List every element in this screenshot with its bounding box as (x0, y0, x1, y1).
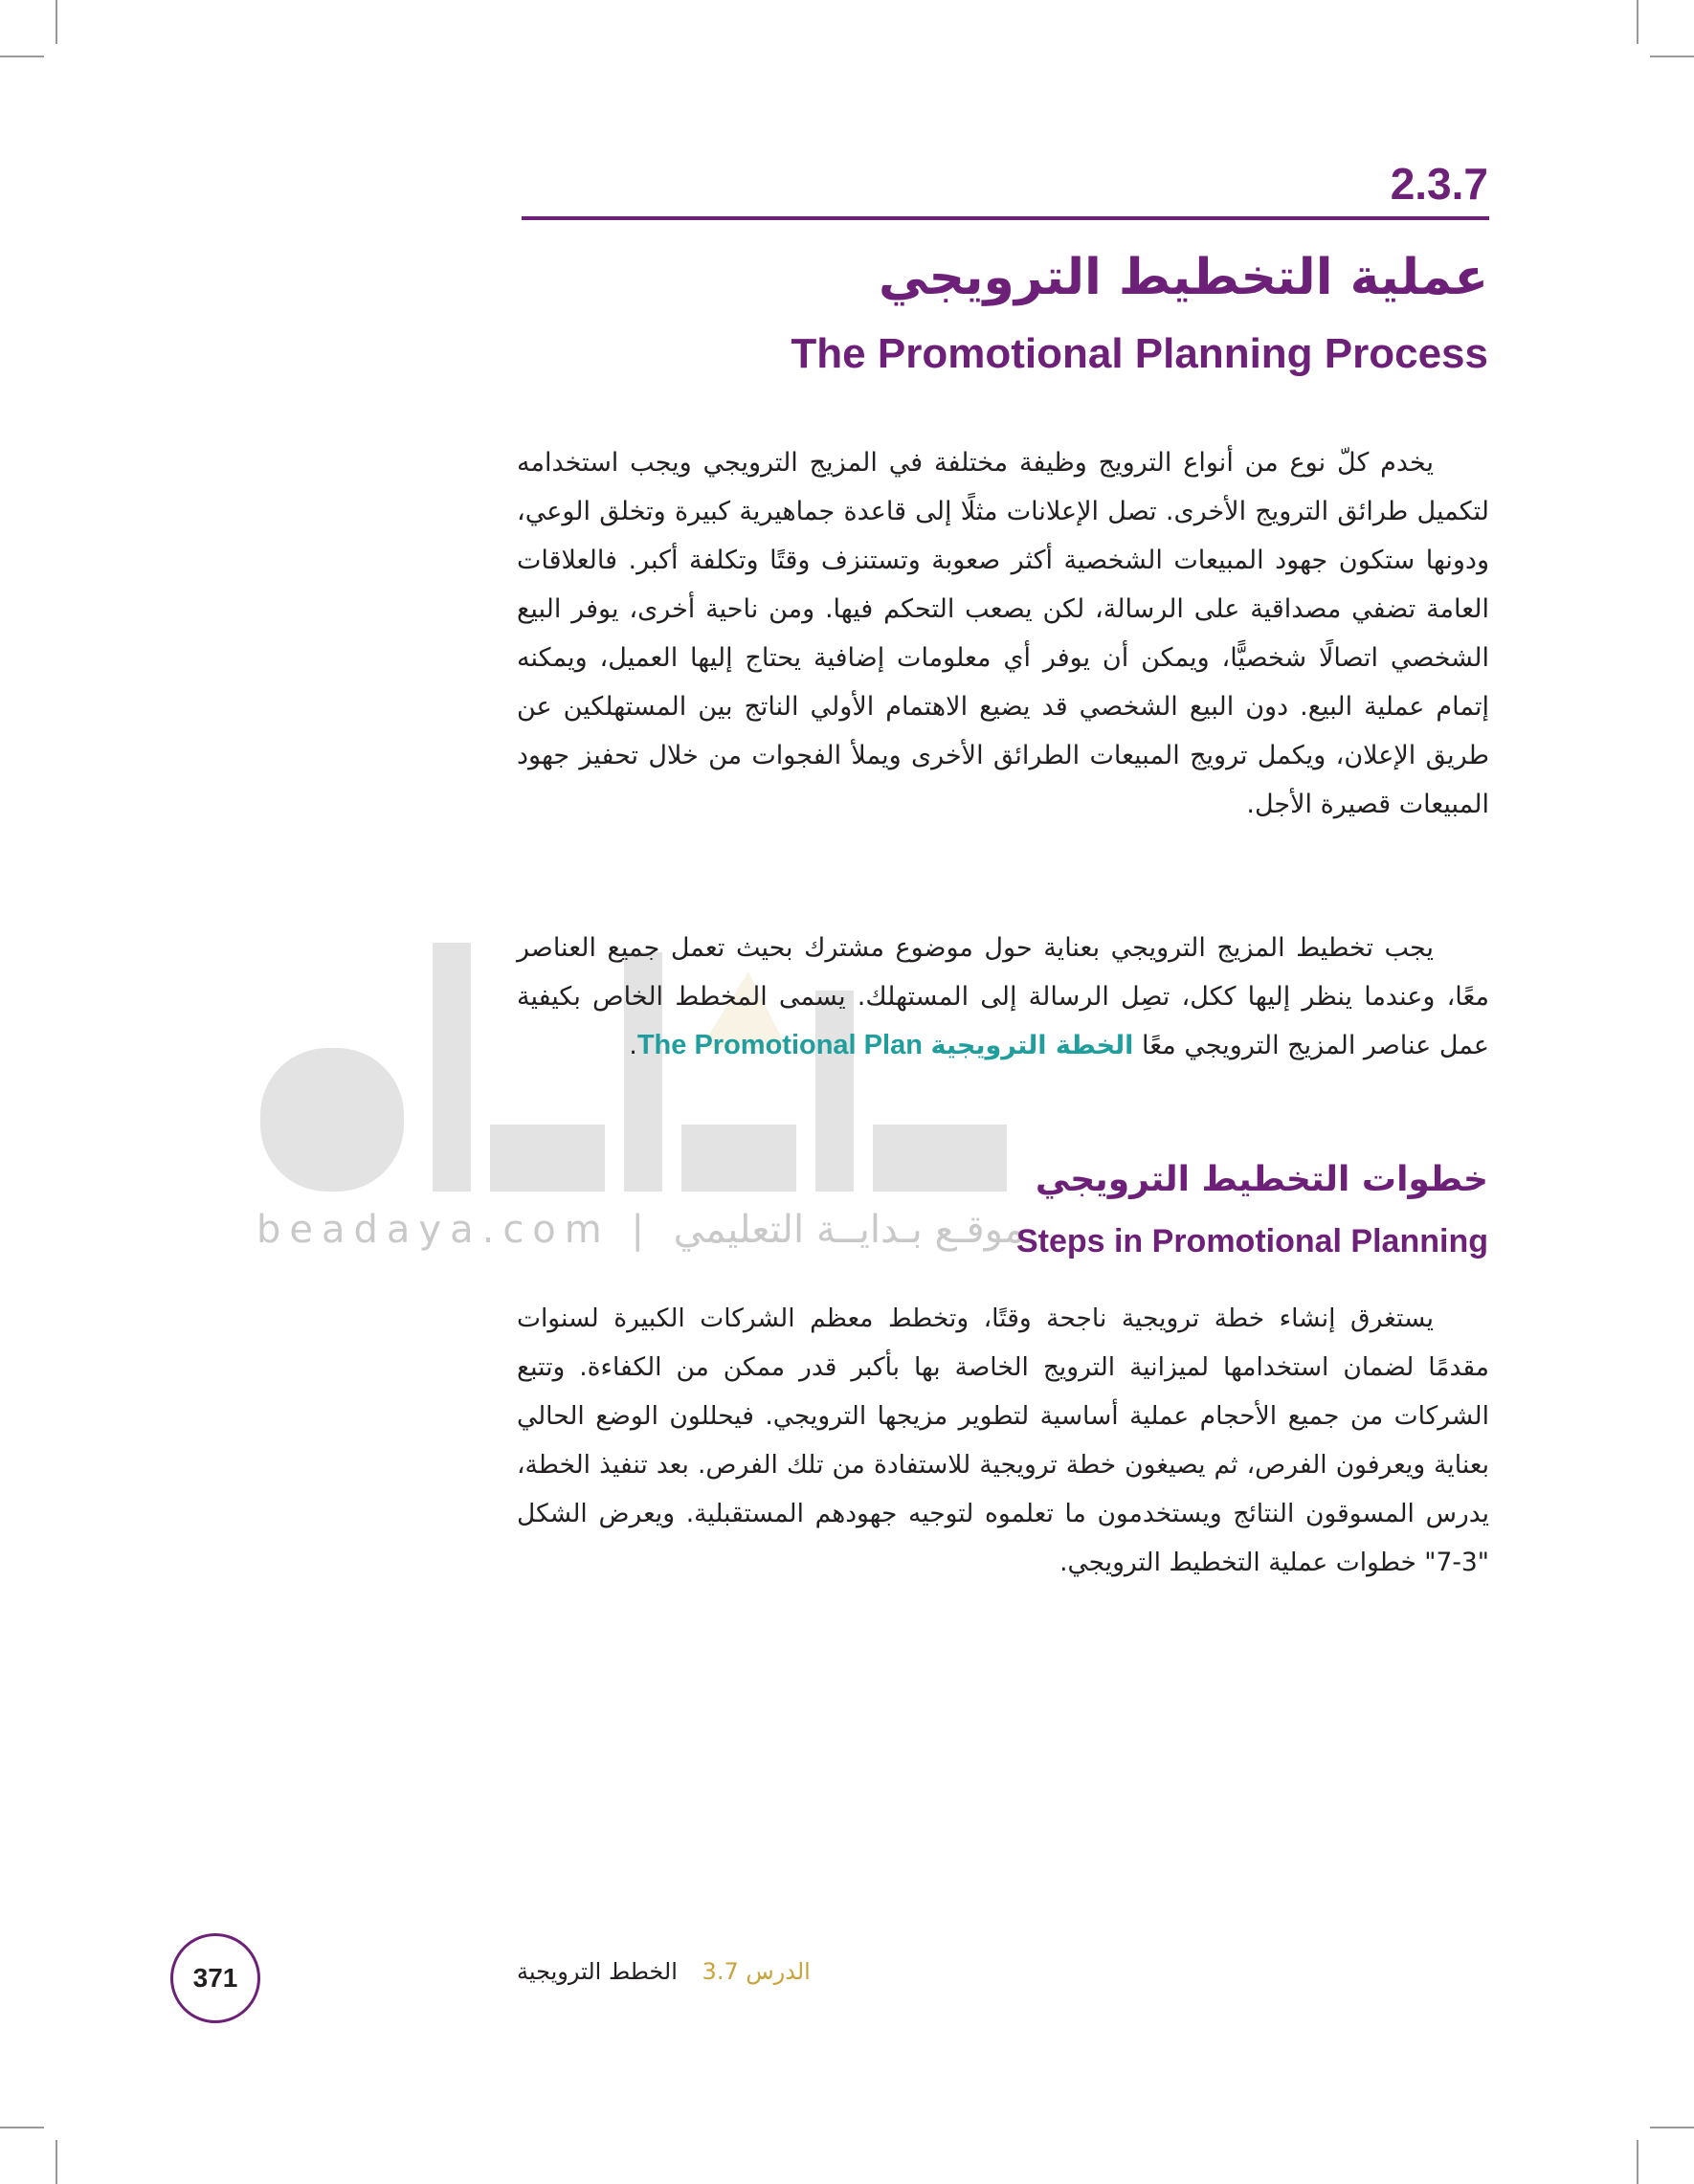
footer-topic: الخطط الترويجية (517, 1958, 678, 1985)
section-divider (522, 216, 1489, 220)
paragraph-text: يستغرق إنشاء خطة ترويجية ناجحة وقتًا، وتخطط معظم الشركات الكبيرة لسنوات مقدمًا لضمان استخدامها لميزانية الترويج الخاصة بها بأكبر قدر ممكن من الكفاءة. وتتبع الشركات من جميع الأحجام عملية أساسية لتطوير مزيجها الترويجي. فيحللون الوضع الحالي بعناية ويعرفون الفرص، ثم يصيغون خطة ترويجية للاستفادة من تلك الفرص. بعد تنفيذ الخطة، يدرس المسوقون النتائج ويستخدمون ما تعلموه لتوجيه جهودهم المستقبلية. ويعرض الشكل "3-7" خطوات عملية التخطيط الترويجي. (517, 1304, 1489, 1577)
running-footer (517, 1958, 811, 1985)
watermark-caption: beadaya.com | موقـع بـدايــة التعليمي (256, 1208, 1025, 1252)
paragraph-end-punctuation: . (629, 1031, 637, 1060)
paragraph-promotion-types (517, 438, 1489, 829)
page-title-arabic: عملية التخطيط الترويجي (878, 249, 1488, 306)
crop-mark (1637, 0, 1638, 44)
section-number: 2.3.7 (1390, 159, 1488, 209)
crop-mark (56, 2140, 57, 2184)
paragraph-planning-steps (517, 1294, 1489, 1587)
crop-mark (0, 56, 44, 57)
crop-mark (1637, 2140, 1638, 2184)
subsection-title-arabic: خطوات التخطيط الترويجي (1035, 1160, 1488, 1199)
paragraph-text: يجب تخطيط المزيج الترويجي بعناية حول موضوع مشترك بحيث تعمل جميع العناصر معًا، وعندما ينظر إليها ككل، تصِل الرسالة إلى المستهلك. يسمى المخطط الخاص بكيفية عمل عناصر المزيج الترويجي معًا (517, 933, 1489, 1060)
subsection-title-english: Steps in Promotional Planning (1015, 1223, 1488, 1259)
footer-lesson: الدرس 3.7 (702, 1958, 811, 1985)
paragraph-promotional-plan (517, 924, 1489, 1070)
crop-mark (0, 2127, 44, 2128)
page-number: 371 (170, 1933, 260, 2023)
page-title-english: The Promotional Planning Process (791, 330, 1488, 377)
crop-mark (56, 0, 57, 44)
crop-mark (1650, 2127, 1694, 2128)
keyword-arabic: الخطة الترويجية (930, 1031, 1134, 1060)
keyword-english: The Promotional Plan (636, 1030, 923, 1060)
crop-mark (1650, 56, 1694, 57)
paragraph-text: يخدم كلّ نوع من أنواع الترويج وظيفة مختلفة في المزيج الترويجي ويجب استخدامه لتكميل طرائق الترويج الأخرى. تصل الإعلانات مثلًا إلى قاعدة جماهيرية كبيرة وتخلق الوعي، ودونها ستكون جهود المبيعات الشخصية أكثر صعوبة وتستنزف وقتًا وتكلفة أكبر. فالعلاقات العامة تضفي مصداقية على الرسالة، لكن يصعب التحكم فيها. ومن ناحية أخرى، يوفر البيع الشخصي اتصالًا شخصيًّا، ويمكن أن يوفر أي معلومات إضافية يحتاج إليها العميل، ويمكنه إتمام عملية البيع. دون البيع الشخصي قد يضيع الاهتمام الأولي الناتج بين المستهلكين عن طريق الإعلان، ويكمل ترويج المبيعات الطرائق الأخرى ويملأ الفجوات من خلال تحفيز جهود المبيعات قصيرة الأجل. (517, 448, 1489, 819)
